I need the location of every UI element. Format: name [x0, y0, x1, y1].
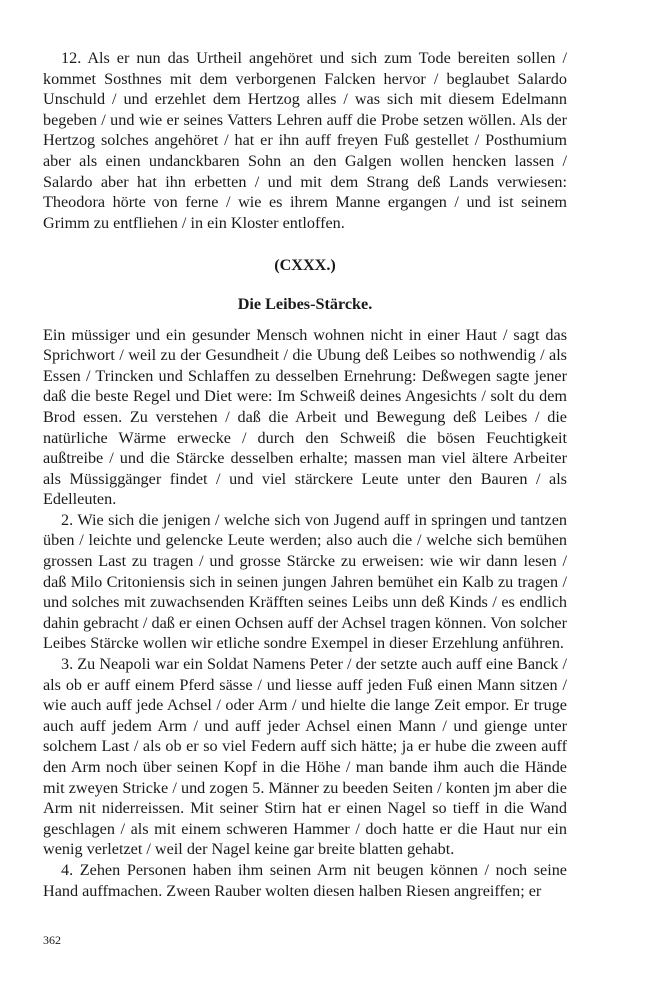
section-number: (CXXX.): [274, 256, 336, 275]
paragraph-2: 2. Wie sich die jenigen / welche sich von Jugend auff in springen und tantzen üben / leichte und gelencke Leute werden; also auch die / welche sich bemühen grossen Last zu tragen / und grosse Stärcke zu erweisen: wie wir dann lesen / daß Milo Critoniensis sich in seinen jungen Jahren bemühet ein Kalb zu tragen / und solches mit zuwachsenden Kräfften seines Leibs unn deß Kinds / es endlich dahin gebracht / daß er einen Ochsen auff der Achsel tragen können. Von solcher Leibes Stärcke wollen wir etliche sondre Exempel in dieser Erzehlung anführen.: [43, 510, 567, 653]
paragraph-3: 3. Zu Neapoli war ein Soldat Namens Peter / der setzte auch auff eine Banck / als ob er auff einem Pferd sässe / und liesse auff jeden Fuß einen Mann sitzen / wie auch auff jede Achsel / oder Arm / und hielte die lange Zeit empor. Er truge auch auff jedem Arm / und auff jeder Achsel einen Mann / und gienge unter solchem Last / als ob er so viel Federn auff sich hätte; ja er hube die zween auff den Arm noch über seinen Kopf in die Höhe / man bande ihm auch die Hände mit zweyen Stricke / und zogen 5. Männer zu beeden Seiten / konten jm aber die Arm nit niderreissen. Mit seiner Stirn hat er einen Nagel so tieff in die Wand geschlagen / als mit einem schweren Hammer / doch hatte er die Haut nur ein wenig verletzet / weil der Nagel keine gar breite blatten gehabt.: [43, 655, 567, 859]
page-number: 362: [43, 933, 61, 947]
section-title: Die Leibes-Stärcke.: [237, 294, 373, 313]
paragraph-4: 4. Zehen Personen haben ihm seinen Arm nit beugen können / noch seine Hand auffmachen. Zween Rauber wolten diesen halben Riesen angreiffen; er: [43, 860, 567, 900]
page-body: [43, 48, 567, 901]
paragraph-12: 12. Als er nun das Urtheil angehöret und sich zum Tode bereiten sollen / kommet Sosthnes mit dem verborgenen Falcken hervor / beglaubet Salardo Unschuld / und erzehlet dem Hertzog alles / was sich mit diesem Edelmann begeben / und wie er seines Vatters Lehren auff die Probe setzen wöllen. Als der Hertzog solches angehöret / hat er ihn auff freyen Fuß gestellet / Posthumium aber als einen undanckbaren Sohn an den Galgen wollen hencken lassen / Salardo aber hat ihn erbetten / und mit dem Strang deß Lands verwiesen: Theodora hörte von ferne / wie es ihrem Manne ergangen / und ist seinem Grimm zu entfliehen / in ein Kloster entloffen.: [43, 49, 567, 232]
paragraph-intro: Ein müssiger und ein gesunder Mensch wohnen nicht in einer Haut / sagt das Sprichwort / weil zu der Gesundheit / die Ubung deß Leibes so nothwendig / als Essen / Trincken und Schlaffen zu desselben Ernehrung: Deßwegen sagte jener daß die beste Regel und Diet were: Im Schweiß deines Angesichts / solt du dem Brod essen. Zu verstehen / daß die Arbeit und Bewegung deß Leibes / die natürliche Wärme erwecke / durch den Schweiß die bösen Feuchtigkeit außtreibe / und die Stärcke desselben erhalte; massen man viel ältere Arbeiter als Müssiggänger findet / und viel stärckere Leute unter den Bauren / als Edelleuten.: [43, 325, 567, 509]
